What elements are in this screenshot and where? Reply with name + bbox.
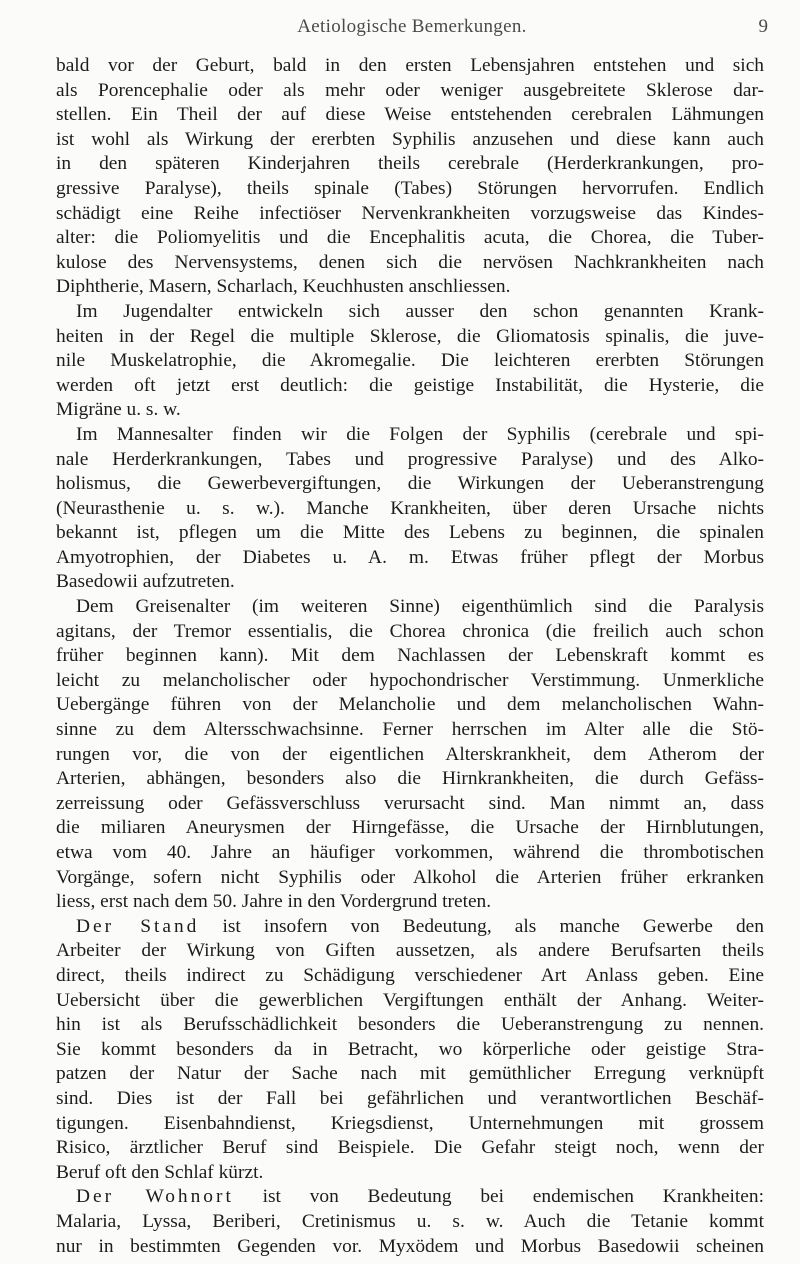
text-line: Arbeiter der Wirkung von Giften aussetzen, als andere Berufsarten theils xyxy=(56,940,764,962)
text-line: nale Herderkrankungen, Tabes und progressive Paralyse) und des Alko- xyxy=(56,448,764,470)
text-line: Diphtherie, Masern, Scharlach, Keuchhusten anschliessen. xyxy=(56,276,511,298)
text-line: Vorgänge, sofern nicht Syphilis oder Alkohol die Arterien früher erkranken xyxy=(56,866,764,888)
text-line: Im Jugendalter entwickeln sich ausser den schon genannten Krank- xyxy=(76,300,764,322)
text-line: Uebersicht über die gewerblichen Vergiftungen enthält der Anhang. Weiter- xyxy=(56,989,764,1011)
text-line: patzen der Natur der Sache nach mit gemüthlicher Erregung verknüpft xyxy=(56,1063,764,1085)
text-line: tigungen. Eisenbahndienst, Kriegsdienst, Unternehmungen mit grossem xyxy=(56,1112,764,1134)
text-line: Beruf oft den Schlaf kürzt. xyxy=(56,1161,264,1183)
text-line: die miliaren Aneurysmen der Hirngefässe, die Ursache der Hirnblutungen, xyxy=(56,817,764,839)
text-line: schädigt eine Reihe infectiöser Nervenkrankheiten vorzugsweise das Kindes- xyxy=(56,202,764,224)
text-fragment: ist insofern von Bedeutung, als manche Gewerbe den xyxy=(222,915,764,937)
text-line: heiten in der Regel die multiple Sklerose, die Gliomatosis spinalis, die juve- xyxy=(56,325,764,347)
text-line: zerreissung oder Gefässverschluss verursacht sind. Man nimmt an, dass xyxy=(56,792,764,814)
text-line xyxy=(56,915,764,940)
text-line: alter: die Poliomyelitis und die Encephalitis acuta, die Chorea, die Tuber- xyxy=(56,227,764,249)
text-line: etwa vom 40. Jahre an häufiger vorkommen, während die thrombotischen xyxy=(56,842,764,863)
running-head xyxy=(56,16,768,44)
paragraph xyxy=(56,54,764,300)
text-line: bald vor der Geburt, bald in den ersten Lebensjahren entstehen und sich xyxy=(56,55,764,76)
paragraph xyxy=(56,423,764,595)
text-line: Basedowii aufzutreten. xyxy=(56,571,235,593)
text-line: Risico, ärztlicher Beruf sind Beispiele. Die Gefahr steigt noch, wenn der xyxy=(56,1137,764,1159)
text-line: Uebergänge führen von der Melancholie und dem melancholischen Wahn- xyxy=(56,694,764,716)
text-line: nur in bestimmten Gegenden vor. Myxödem und Morbus Basedowii scheinen xyxy=(56,1235,764,1257)
paragraph xyxy=(56,1185,764,1259)
text-line: Sie kommt besonders da in Betracht, wo körperliche oder geistige Stra- xyxy=(56,1038,764,1060)
text-line: bekannt ist, pflegen um die Mitte des Lebens zu beginnen, die spinalen xyxy=(56,522,764,544)
text-line: Im Mannesalter finden wir die Folgen der Syphilis (cerebrale und spi- xyxy=(76,423,764,445)
text-line: hin ist als Berufsschädlichkeit besonders die Ueberanstrengung zu nennen. xyxy=(56,1014,764,1036)
paragraph xyxy=(56,595,764,915)
text-line: Malaria, Lyssa, Beriberi, Cretinismus u. s. w. Auch die Tetanie kommt xyxy=(56,1210,764,1232)
text-line: leicht zu melancholischer oder hypochondrischer Verstimmung. Unmerkliche xyxy=(56,669,764,691)
running-title: Aetiologische Bemerkungen. xyxy=(297,16,527,37)
spaced-heading-word: Der Wohnort xyxy=(76,1186,234,1208)
paragraph xyxy=(56,915,764,1186)
text-line xyxy=(56,1185,764,1210)
text-line: direct, theils indirect zu Schädigung verschiedener Art Anlass geben. Eine xyxy=(56,964,764,986)
text-line: werden oft jetzt erst deutlich: die geistige Instabilität, die Hysterie, die xyxy=(56,374,764,396)
text-line: agitans, der Tremor essentialis, die Chorea chronica (die freilich auch schon xyxy=(56,620,764,642)
text-line: holismus, die Gewerbevergiftungen, die Wirkungen der Ueberanstrengung xyxy=(56,473,764,495)
paragraph xyxy=(56,300,764,423)
page-number: 9 xyxy=(758,16,768,37)
text-line: stellen. Ein Theil der auf diese Weise entstehenden cerebralen Lähmungen xyxy=(56,104,764,126)
text-line: liess, erst nach dem 50. Jahre in den Vordergrund treten. xyxy=(56,891,492,913)
text-line: rungen vor, die von der eigentlichen Alterskrankheit, dem Atherom der xyxy=(56,743,764,765)
text-line: ist wohl als Wirkung der ererbten Syphilis anzusehen und diese kann auch xyxy=(56,128,764,150)
text-line: sinne zu dem Altersschwachsinne. Ferner herrschen im Alter alle die Stö- xyxy=(56,719,764,741)
text-line: Arterien, abhängen, besonders also die Hirnkrankheiten, die durch Gefäss- xyxy=(56,768,764,790)
text-line: (Neurasthenie u. s. w.). Manche Krankheiten, über deren Ursache nichts xyxy=(56,497,764,519)
text-line: Amyotrophien, der Diabetes u. A. m. Etwas früher pflegt der Morbus xyxy=(56,546,764,568)
text-line: Migräne u. s. w. xyxy=(56,399,181,421)
text-line: früher beginnen kann). Mit dem Nachlassen der Lebenskraft kommt es xyxy=(56,645,764,667)
body-text xyxy=(56,54,764,1259)
text-line: in den späteren Kinderjahren theils cerebrale (Herderkrankungen, pro- xyxy=(56,153,764,175)
text-line: Dem Greisenalter (im weiteren Sinne) eigenthümlich sind die Paralysis xyxy=(76,596,764,618)
text-line: nile Muskelatrophie, die Akromegalie. Die leichteren ererbten Störungen xyxy=(56,350,764,372)
text-fragment: ist von Bedeutung bei endemischen Krankheiten: xyxy=(262,1186,764,1208)
spaced-heading-word: Der Stand xyxy=(76,915,200,937)
text-line: sind. Dies ist der Fall bei gefährlichen und verantwortlichen Beschäf- xyxy=(56,1087,764,1109)
text-line: gressive Paralyse), theils spinale (Tabes) Störungen hervorrufen. Endlich xyxy=(56,177,764,199)
text-line: als Porencephalie oder als mehr oder weniger ausgebreitete Sklerose dar- xyxy=(56,79,764,101)
text-line: kulose des Nervensystems, denen sich die nervösen Nachkrankheiten nach xyxy=(56,251,764,273)
